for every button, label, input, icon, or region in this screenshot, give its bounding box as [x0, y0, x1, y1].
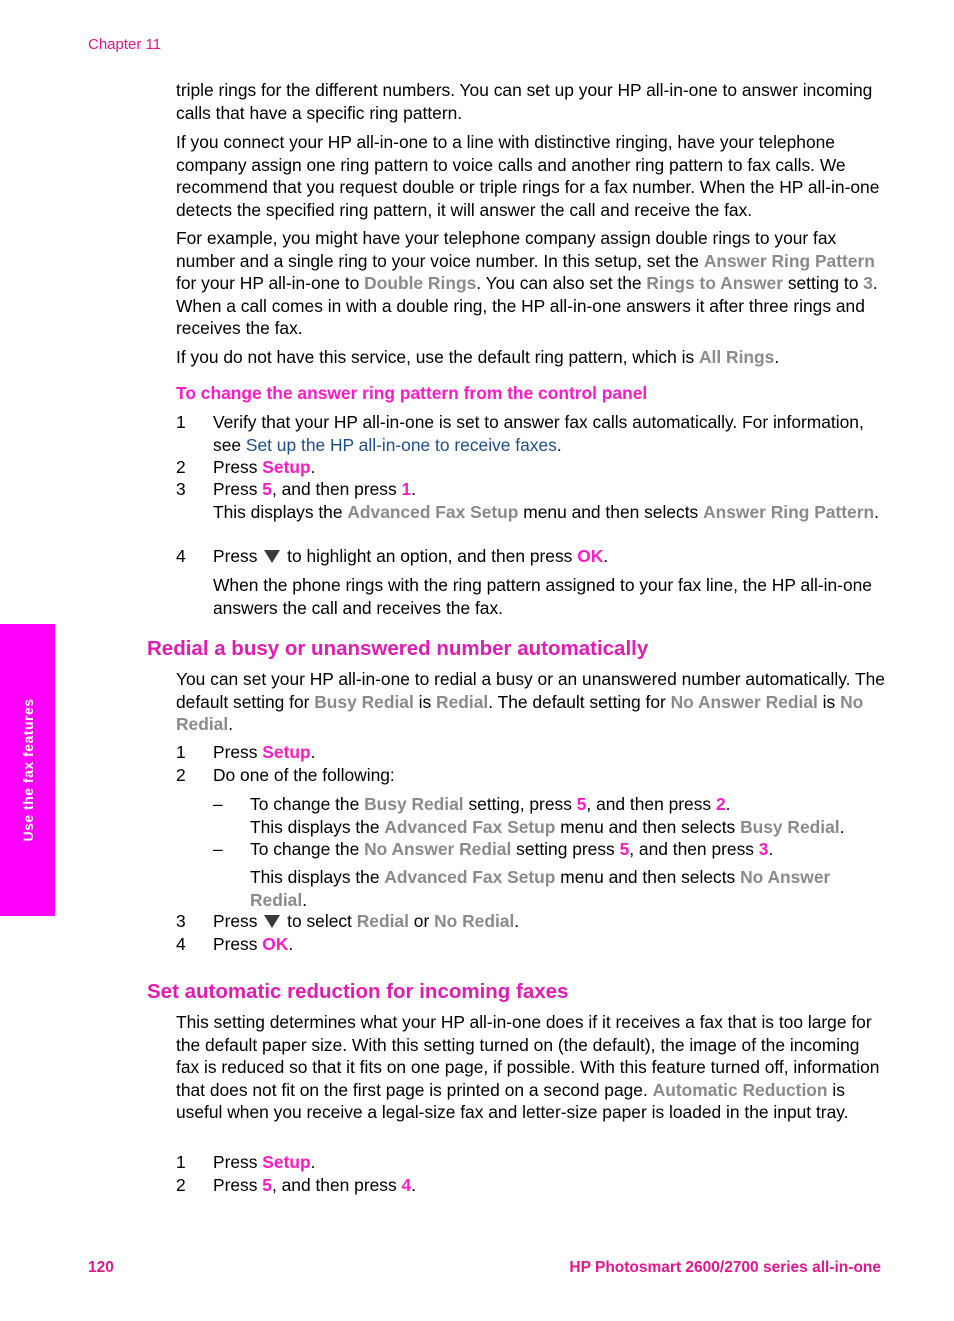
- redial-heading: Redial a busy or unanswered number automatically: [147, 637, 649, 660]
- text: menu and then selects: [518, 501, 704, 522]
- text: setting press: [511, 839, 620, 859]
- text: .: [514, 911, 520, 931]
- text: menu and then selects: [555, 867, 741, 887]
- reduction-intro: [176, 1011, 886, 1124]
- step-number: 3: [176, 911, 186, 931]
- text: .: [725, 794, 731, 814]
- ui-term: 3: [863, 273, 873, 294]
- ui-term: Busy Redial: [364, 794, 464, 814]
- key-setup: Setup: [262, 457, 311, 477]
- redial-step-1: [213, 741, 883, 764]
- text: . You can also set the: [476, 273, 647, 294]
- key-setup: Setup: [262, 1152, 311, 1172]
- text: .: [302, 889, 308, 910]
- text: If you do not have this service, use the default ring pattern, which is: [176, 347, 699, 367]
- ui-term: No Answer Redial: [670, 691, 818, 712]
- step-number: 3: [176, 479, 186, 499]
- down-arrow-icon: [264, 915, 280, 928]
- ui-term: No Redial: [176, 691, 864, 735]
- ui-term: No Answer Redial: [364, 839, 512, 859]
- step-number: 1: [176, 742, 186, 762]
- ring-step-4: [213, 545, 883, 568]
- ui-term: All Rings: [698, 347, 775, 367]
- ui-term: Advanced Fax Setup: [384, 816, 556, 837]
- text: .: [228, 714, 234, 735]
- text: This displays the: [213, 501, 348, 522]
- intro-paragraph-2: If you connect your HP all-in-one to a line with distinctive ringing, have your telephone company assign one ring pattern to voice calls and another ring pattern to fax calls. We recommend that you request double or triple rings for a fax number. When the HP all-in-one detects the specified ring pattern, it will answer the call and receive the fax.: [176, 132, 880, 220]
- text: Press: [213, 1175, 263, 1195]
- text: is: [413, 691, 437, 712]
- ring-step-1: [213, 411, 883, 456]
- key-5: 5: [619, 839, 630, 859]
- redial-option-busy: [250, 793, 886, 838]
- text: is useful when you receive a legal-size fax and letter-size paper is loaded in the input tray.: [176, 1079, 849, 1123]
- text: menu and then selects: [555, 816, 741, 837]
- procedure-title: To change the answer ring pattern from the control panel: [176, 383, 648, 403]
- text: is: [817, 691, 841, 712]
- text: , and then press: [629, 839, 759, 859]
- text: Press: [213, 742, 263, 762]
- text: or: [408, 911, 435, 931]
- page-number: 120: [88, 1259, 114, 1276]
- reduction-heading: Set automatic reduction for incoming faxes: [147, 980, 569, 1003]
- ui-term: Advanced Fax Setup: [347, 501, 519, 522]
- key-setup: Setup: [262, 742, 311, 762]
- chapter-header: Chapter 11: [88, 36, 162, 53]
- text: .: [768, 839, 774, 859]
- reduction-step-1: [213, 1151, 883, 1174]
- text: .: [774, 347, 780, 367]
- redial-step-3: [213, 910, 883, 933]
- text: .: [603, 546, 609, 566]
- key-2: 2: [715, 794, 726, 814]
- side-tab-label: Use the fax features: [19, 698, 36, 842]
- text: Press: [213, 911, 263, 931]
- redial-intro: [176, 668, 886, 736]
- redial-option-no-answer: [250, 838, 886, 861]
- key-4: 4: [401, 1175, 412, 1195]
- redial-step-2: Do one of the following:: [213, 765, 395, 785]
- text: .: [288, 934, 294, 954]
- ui-term: Redial: [436, 691, 489, 712]
- redial-option-no-answer-note: [250, 866, 886, 911]
- text: to highlight an option, and then press: [282, 546, 578, 566]
- text: This displays the: [250, 867, 385, 887]
- ui-term: Busy Redial: [314, 691, 414, 712]
- text: This displays the: [250, 816, 385, 837]
- intro-paragraph-4: [176, 346, 886, 369]
- text: Press: [213, 546, 263, 566]
- text: Press: [213, 1152, 263, 1172]
- text: .: [874, 501, 879, 522]
- text: .: [411, 479, 417, 499]
- text: .: [310, 742, 316, 762]
- text: , and then press: [271, 479, 402, 499]
- step-number: 2: [176, 1175, 186, 1195]
- step-number: 2: [176, 457, 186, 477]
- text: Verify that your HP all-in-one is set to answer fax calls automatically. For information, see: [213, 412, 864, 455]
- key-ok: OK: [577, 546, 604, 566]
- text: , and then press: [271, 1175, 402, 1195]
- text: You can set your HP all-in-one to redial a busy or an unanswered number automatically. The default setting for: [176, 669, 885, 712]
- text: . When a call comes in with a double ring, the HP all-in-one answers it after three rings and receives the fax.: [176, 273, 878, 339]
- ui-term: Rings to Answer: [646, 273, 783, 294]
- reduction-step-2: [213, 1174, 883, 1197]
- key-1: 1: [401, 479, 412, 499]
- key-5: 5: [262, 479, 272, 499]
- text: To change the: [250, 839, 365, 859]
- text: setting, press: [463, 794, 577, 814]
- bullet-dash: –: [213, 794, 223, 814]
- text: setting to: [782, 273, 864, 294]
- text: .: [411, 1175, 417, 1195]
- ui-term: No Redial: [434, 911, 515, 931]
- bullet-dash: –: [213, 839, 223, 859]
- ui-term: Advanced Fax Setup: [384, 867, 556, 887]
- ui-term: Redial: [356, 911, 409, 931]
- receive-faxes-link[interactable]: Set up the HP all-in-one to receive faxes: [245, 434, 557, 455]
- ui-term: Answer Ring Pattern: [703, 501, 875, 522]
- text: For example, you might have your telephone company assign double rings to your fax number and a single ring to your voice number. In this setup, set the: [176, 228, 837, 271]
- text: To change the: [250, 794, 365, 814]
- text: .: [839, 816, 845, 837]
- intro-paragraph-3: [176, 227, 886, 340]
- down-arrow-icon: [264, 550, 280, 563]
- text: for your HP all-in-one to: [176, 273, 365, 294]
- key-3: 3: [758, 839, 769, 859]
- text: .: [310, 457, 316, 477]
- step-number: 4: [176, 546, 186, 566]
- ui-term: Busy Redial: [740, 816, 840, 837]
- ui-term: No Answer Redial: [250, 867, 831, 910]
- ring-step-2: [213, 456, 883, 479]
- key-5: 5: [262, 1175, 272, 1195]
- text: .: [310, 1152, 316, 1172]
- text: .: [556, 434, 562, 455]
- step-number: 4: [176, 934, 186, 954]
- text: Press: [213, 479, 263, 499]
- ring-step-3: [213, 478, 883, 523]
- ui-term: Double Rings: [364, 273, 477, 294]
- step-number: 1: [176, 1152, 186, 1172]
- text: , and then press: [586, 794, 716, 814]
- text: This setting determines what your HP all-in-one does if it receives a fax that is too large for the default paper size. With this setting turned on (the default), the image of the incoming fax is reduced so that it fits on one page, if possible. With this feature turned off, information that does not fit on the first page is printed on a second page.: [176, 1012, 880, 1100]
- side-tab: [0, 624, 55, 916]
- step-number: 2: [176, 765, 186, 785]
- product-name: HP Photosmart 2600/2700 series all-in-one: [569, 1259, 881, 1276]
- text: to select: [282, 911, 357, 931]
- redial-step-4: [213, 933, 883, 956]
- text: . The default setting for: [488, 691, 671, 712]
- ring-note: When the phone rings with the ring pattern assigned to your fax line, the HP all-in-one answers the call and receives the fax.: [213, 575, 872, 618]
- step-number: 1: [176, 412, 186, 432]
- intro-paragraph-1: triple rings for the different numbers. You can set up your HP all-in-one to answer incoming calls that have a specific ring pattern.: [176, 80, 873, 123]
- text: Press: [213, 934, 263, 954]
- ui-term: Answer Ring Pattern: [703, 250, 875, 271]
- key-ok: OK: [262, 934, 289, 954]
- ui-term: Automatic Reduction: [652, 1079, 828, 1100]
- key-5: 5: [576, 794, 587, 814]
- text: Press: [213, 457, 263, 477]
